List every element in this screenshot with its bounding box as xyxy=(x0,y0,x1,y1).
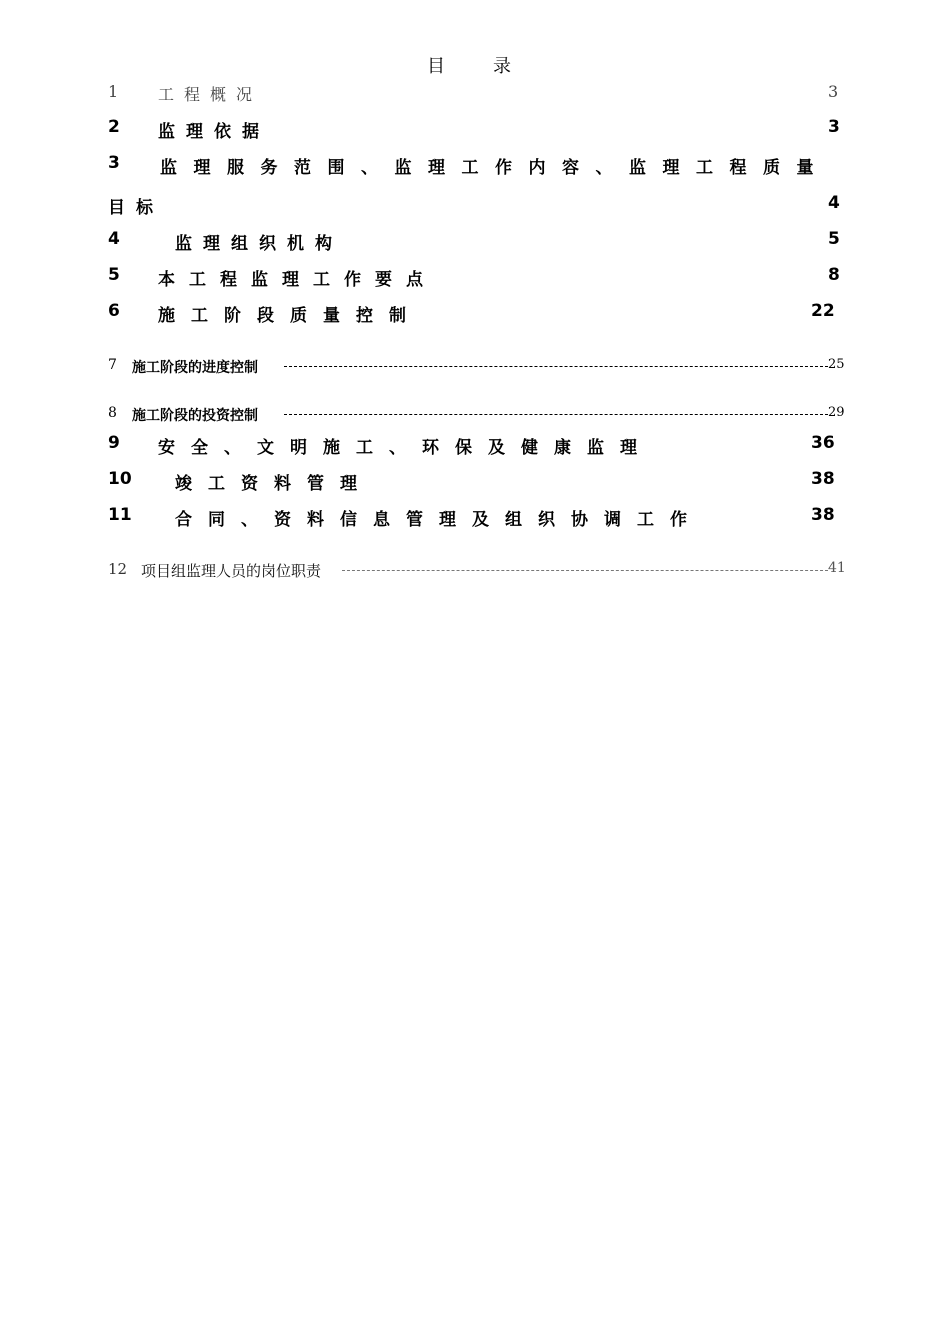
toc-leader-dots xyxy=(284,414,828,415)
toc-entry-title: 项目组监理人员的岗位职责 xyxy=(141,562,322,580)
toc-entry-number: 7 xyxy=(108,357,117,373)
toc-title-part1: 目 xyxy=(427,56,447,77)
toc-entry-title: 施工阶段质量控制 xyxy=(158,306,422,326)
toc-entry-page: 25 xyxy=(828,357,845,372)
toc-entry-title: 施工阶段的进度控制 xyxy=(132,360,258,376)
toc-entry-title: 监理服务范围、监理工作内容、监理工程质量 xyxy=(160,158,830,178)
toc-entry-page: 38 xyxy=(811,505,835,525)
toc-title-part2: 录 xyxy=(493,56,513,77)
toc-entry-title: 竣工资料管理 xyxy=(175,474,373,494)
toc-entry-title: 安全、文明施工、环保及健康监理 xyxy=(158,438,653,458)
toc-entry-number: 6 xyxy=(108,301,120,321)
toc-entry-number: 11 xyxy=(108,505,132,525)
toc-entry-title: 工程概况 xyxy=(158,85,263,104)
toc-entry-title: 监理组织机构 xyxy=(175,234,343,254)
toc-entry-number: 9 xyxy=(108,433,120,453)
toc-entry-page: 36 xyxy=(811,433,835,453)
toc-entry-title: 合同、资料信息管理及组织协调工作 xyxy=(175,510,703,530)
toc-entry-title-continued: 目标 xyxy=(108,198,164,218)
toc-entry-page: 3 xyxy=(828,117,840,137)
toc-entry-title: 施工阶段的投资控制 xyxy=(132,408,258,424)
toc-entry-title: 监理依据 xyxy=(158,122,270,142)
toc-entry-page: 3 xyxy=(828,82,839,101)
toc-entry-page: 5 xyxy=(828,229,840,249)
toc-entry-number: 3 xyxy=(108,153,120,173)
toc-entry-number: 12 xyxy=(108,560,128,578)
toc-leader-dots xyxy=(342,570,828,571)
toc-entry-page: 22 xyxy=(811,301,835,321)
toc-entry-number: 5 xyxy=(108,265,120,285)
toc-entry-number: 2 xyxy=(108,117,120,137)
toc-leader-dots xyxy=(284,366,828,367)
toc-entry-page: 38 xyxy=(811,469,835,489)
toc-entry-number: 8 xyxy=(108,405,117,421)
toc-entry-page: 8 xyxy=(828,265,840,285)
toc-entry-title: 本工程监理工作要点 xyxy=(158,270,437,290)
toc-title xyxy=(0,52,940,78)
toc-entry-page: 41 xyxy=(828,560,846,576)
toc-entry-number: 10 xyxy=(108,469,132,489)
toc-entry-number: 4 xyxy=(108,229,120,249)
toc-entry-page: 29 xyxy=(828,405,845,420)
toc-entry-page: 4 xyxy=(828,193,840,213)
toc-entry-number: 1 xyxy=(108,82,119,101)
